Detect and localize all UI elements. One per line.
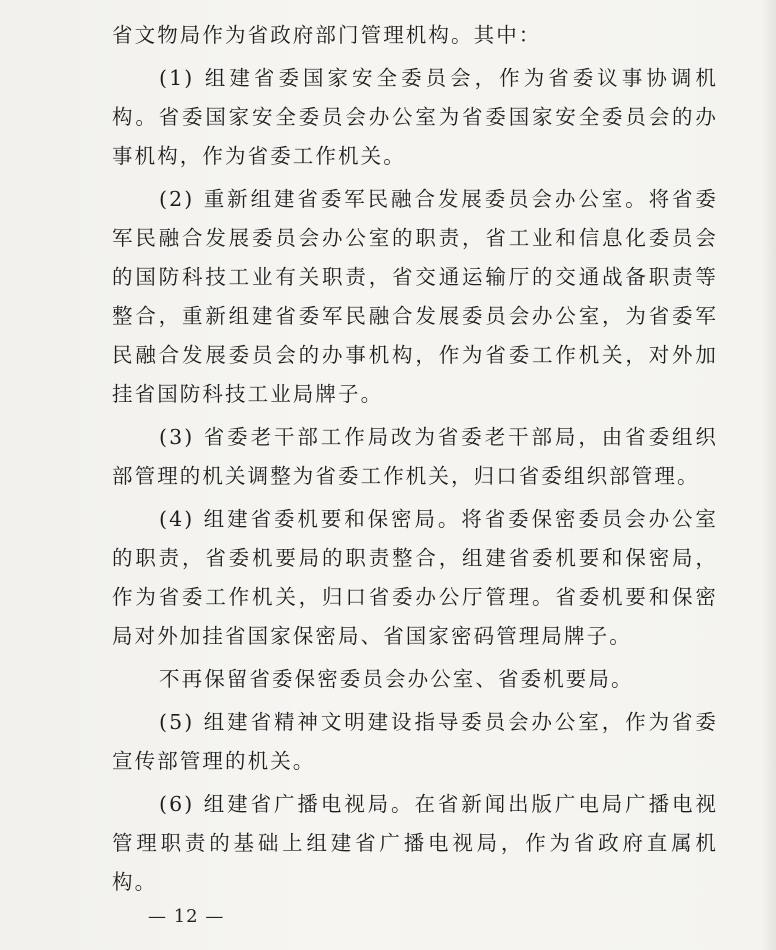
paragraph-intro: 省文物局作为省政府部门管理机构。其中： — [112, 23, 542, 47]
page-edge-shadow — [762, 0, 776, 950]
paragraph-item-3: (3) 省委老干部工作局改为省委老干部局，由省委组织部管理的机关调整为省委工作机关，归口省委组织部管理。 — [112, 425, 718, 488]
page-number: — 12 — — [148, 906, 225, 927]
paragraph-item-2: (2) 重新组建省委军民融合发展委员会办公室。将省委军民融合发展委员会办公室的职责，省工业和信息化委员会的国防科技工业有关职责，省交通运输厅的交通战备职责等整合，重新组建省委军民融合发展委员会办公室，为省委军民融合发展委员会的办事机构，作为省委工作机关，对外加挂省国防科技工业局牌子。 — [112, 187, 718, 406]
paragraph-item-4: (4) 组建省委机要和保密局。将省委保密委员会办公室的职责，省委机要局的职责整合，组建省委机要和保密局，作为省委工作机关，归口省委办公厅管理。省委机要和保密局对外加挂省国家保密局、省国家密码管理局牌子。 — [112, 507, 718, 648]
paragraph-item-1: (1) 组建省委国家安全委员会，作为省委议事协调机构。省委国家安全委员会办公室为省委国家安全委员会的办事机构，作为省委工作机关。 — [112, 66, 718, 168]
paragraph-item-6: (6) 组建省广播电视局。在省新闻出版广电局广播电视管理职责的基础上组建省广播电视局，作为省政府直属机构。 — [112, 792, 718, 894]
paragraph-item-4-note: 不再保留省委保密委员会办公室、省委机要局。 — [159, 667, 634, 691]
paragraph-item-5: (5) 组建省精神文明建设指导委员会办公室，作为省委宣传部管理的机关。 — [112, 710, 718, 773]
